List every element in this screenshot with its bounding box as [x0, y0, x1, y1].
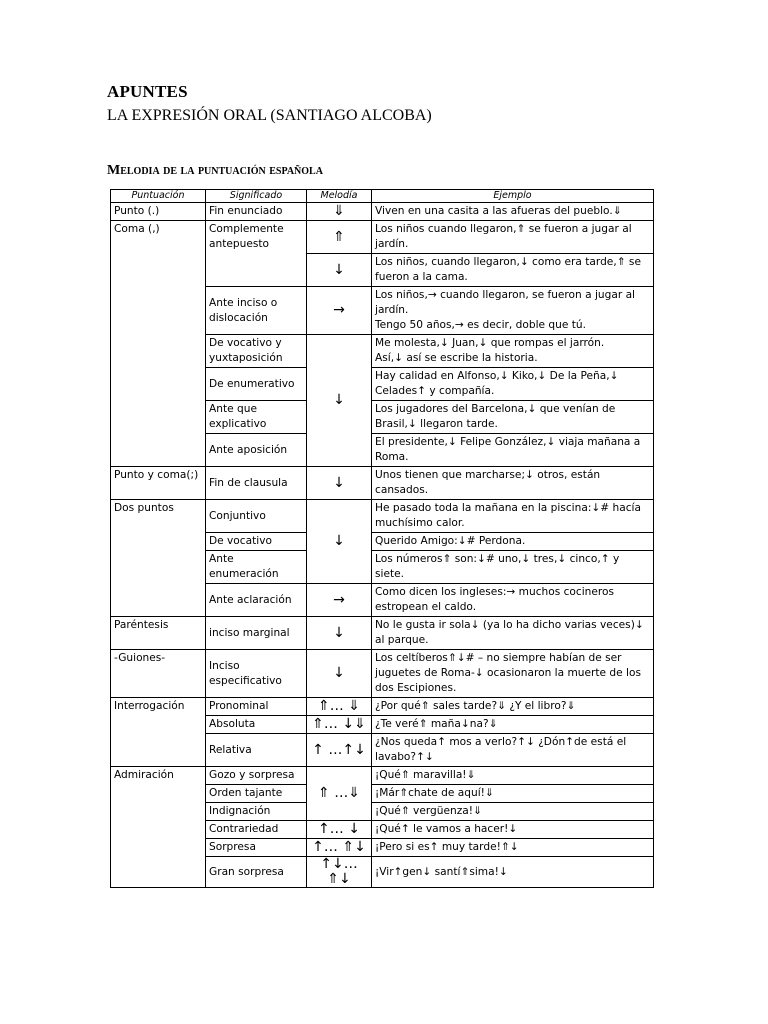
table-row [111, 698, 654, 716]
melody-cell: ↑… ↓ [307, 821, 372, 839]
melody-cell: → [307, 584, 372, 617]
table-row [111, 500, 654, 533]
example-cell: ¿Nos queda↑ mos a verlo?↑↓ ¿Dón↑de está el lavabo?↑↓ [372, 734, 654, 767]
melody-cell: ↓ [307, 500, 372, 584]
example-cell: ¡Qué⇑ maravilla!⇓ [372, 767, 654, 785]
punctuation-cell: Coma (,) [111, 221, 206, 467]
meaning-cell: Sorpresa [206, 839, 307, 857]
meaning-cell: De enumerativo [206, 368, 307, 401]
column-header: Significado [206, 190, 307, 203]
table-row [111, 203, 654, 221]
example-cell: Unos tienen que marcharse;↓ otros, están cansados. [372, 467, 654, 500]
melody-cell: ⇓ [307, 203, 372, 221]
melody-cell: ↓ [307, 254, 372, 287]
example-cell: Los niños cuando llegaron,⇑ se fueron a jugar al jardín. [372, 221, 654, 254]
meaning-cell: Indignación [206, 803, 307, 821]
example-line: Me molesta,↓ Juan,↓ que rompas el jarrón. Así,↓ así se escribe la historia. [375, 337, 605, 364]
melody-cell: ↓ [307, 335, 372, 467]
meaning-cell: Fin de clausula [206, 467, 307, 500]
melody-cell: ↑ …↑↓ [307, 734, 372, 767]
meaning-cell: Ante inciso o dislocación [206, 287, 307, 335]
meaning-cell: Fin enunciado [206, 203, 307, 221]
meaning-cell: De vocativo [206, 533, 307, 551]
meaning-cell: Ante aposición [206, 434, 307, 467]
meaning-cell: Pronominal [206, 698, 307, 716]
table-header-row [111, 190, 654, 203]
example-cell: El presidente,↓ Felipe González,↓ viaja mañana a Roma. [372, 434, 654, 467]
melody-cell: ↑↓…⇑↓ [307, 857, 372, 888]
meaning-cell: Ante que explicativo [206, 401, 307, 434]
meaning-cell: De vocativo y yuxtaposición [206, 335, 307, 368]
example-cell: ¡Már⇑chate de aquí!⇓ [372, 785, 654, 803]
example-line: Los niños,→ cuando llegaron, se fueron a jugar al jardín. Tengo 50 años,→ es decir, doble que tú. [375, 289, 636, 331]
melody-cell: ↓ [307, 617, 372, 650]
table-row [111, 221, 654, 254]
melody-cell: ↓ [307, 467, 372, 500]
meaning-cell: Orden tajante [206, 785, 307, 803]
table-row [111, 617, 654, 650]
melody-cell: ↑… ⇑↓ [307, 839, 372, 857]
example-cell: ¿Por qué⇑ sales tarde?⇓ ¿Y el libro?⇓ [372, 698, 654, 716]
example-cell: Querido Amigo:↓# Perdona. [372, 533, 654, 551]
meaning-cell: Inciso especificativo [206, 650, 307, 698]
melody-cell: ⇑… ↓⇓ [307, 716, 372, 734]
example-cell: Los niños, cuando llegaron,↓ como era tarde,⇑ se fueron a la cama. [372, 254, 654, 287]
example-cell: ¡Pero si es↑ muy tarde!⇑↓ [372, 839, 654, 857]
meaning-cell: Complemente antepuesto [206, 221, 307, 287]
meaning-cell: Ante enumeración [206, 551, 307, 584]
page-subtitle: LA EXPRESIÓN ORAL (SANTIAGO ALCOBA) [107, 107, 432, 124]
column-header: Melodía [307, 190, 372, 203]
punctuation-cell: Punto (.) [111, 203, 206, 221]
melody-cell: → [307, 287, 372, 335]
example-cell: Como dicen los ingleses:→ muchos cocineros estropean el caldo. [372, 584, 654, 617]
table-row [111, 467, 654, 500]
page-title: APUNTES [107, 82, 188, 101]
example-cell: ¡Qué↑ le vamos a hacer!↓ [372, 821, 654, 839]
punctuation-cell: Dos puntos [111, 500, 206, 617]
punctuation-cell: Punto y coma(;) [111, 467, 206, 500]
example-cell: He pasado toda la mañana en la piscina:↓# hacía muchísimo calor. [372, 500, 654, 533]
meaning-cell: Absoluta [206, 716, 307, 734]
column-header: Ejemplo [372, 190, 654, 203]
punctuation-cell: Paréntesis [111, 617, 206, 650]
punctuation-cell: Admiración [111, 767, 206, 888]
example-cell: ¡Vir↑gen↓ santí⇑sima!↓ [372, 857, 654, 888]
example-cell: Los jugadores del Barcelona,↓ que venían de Brasil,↓ llegaron tarde. [372, 401, 654, 434]
table-row [111, 650, 654, 698]
meaning-cell: Gran sorpresa [206, 857, 307, 888]
example-cell: No le gusta ir sola↓ (ya lo ha dicho varias veces)↓ al parque. [372, 617, 654, 650]
melody-cell: ⇑ …⇓ [307, 767, 372, 821]
meaning-cell: Ante aclaración [206, 584, 307, 617]
example-cell: Los celtíberos⇑↓# – no siempre habían de ser juguetes de Roma-↓ ocasionaron la muerte de los dos Escipiones. [372, 650, 654, 698]
example-cell [372, 287, 654, 335]
punctuation-cell: -Guiones- [111, 650, 206, 698]
meaning-cell: inciso marginal [206, 617, 307, 650]
example-cell: Los números⇑ son:↓# uno,↓ tres,↓ cinco,↑ y siete. [372, 551, 654, 584]
example-cell: Viven en una casita a las afueras del pueblo.⇓ [372, 203, 654, 221]
meaning-cell: Conjuntivo [206, 500, 307, 533]
meaning-cell: Contrariedad [206, 821, 307, 839]
example-cell: ¿Te veré⇑ maña↓na?⇓ [372, 716, 654, 734]
example-cell: ¡Qué⇑ vergüenza!⇓ [372, 803, 654, 821]
meaning-cell: Relativa [206, 734, 307, 767]
meaning-cell: Gozo y sorpresa [206, 767, 307, 785]
melody-cell: ⇑… ⇓ [307, 698, 372, 716]
table-row [111, 767, 654, 785]
section-heading: Melodia de la puntuación española [107, 163, 323, 178]
example-cell [372, 335, 654, 368]
melody-cell: ↓ [307, 650, 372, 698]
punctuation-melody-table [110, 189, 654, 888]
column-header: Puntuación [111, 190, 206, 203]
example-cell: Hay calidad en Alfonso,↓ Kiko,↓ De la Peña,↓ Celades↑ y compañía. [372, 368, 654, 401]
punctuation-cell: Interrogación [111, 698, 206, 767]
melody-cell: ⇑ [307, 221, 372, 254]
